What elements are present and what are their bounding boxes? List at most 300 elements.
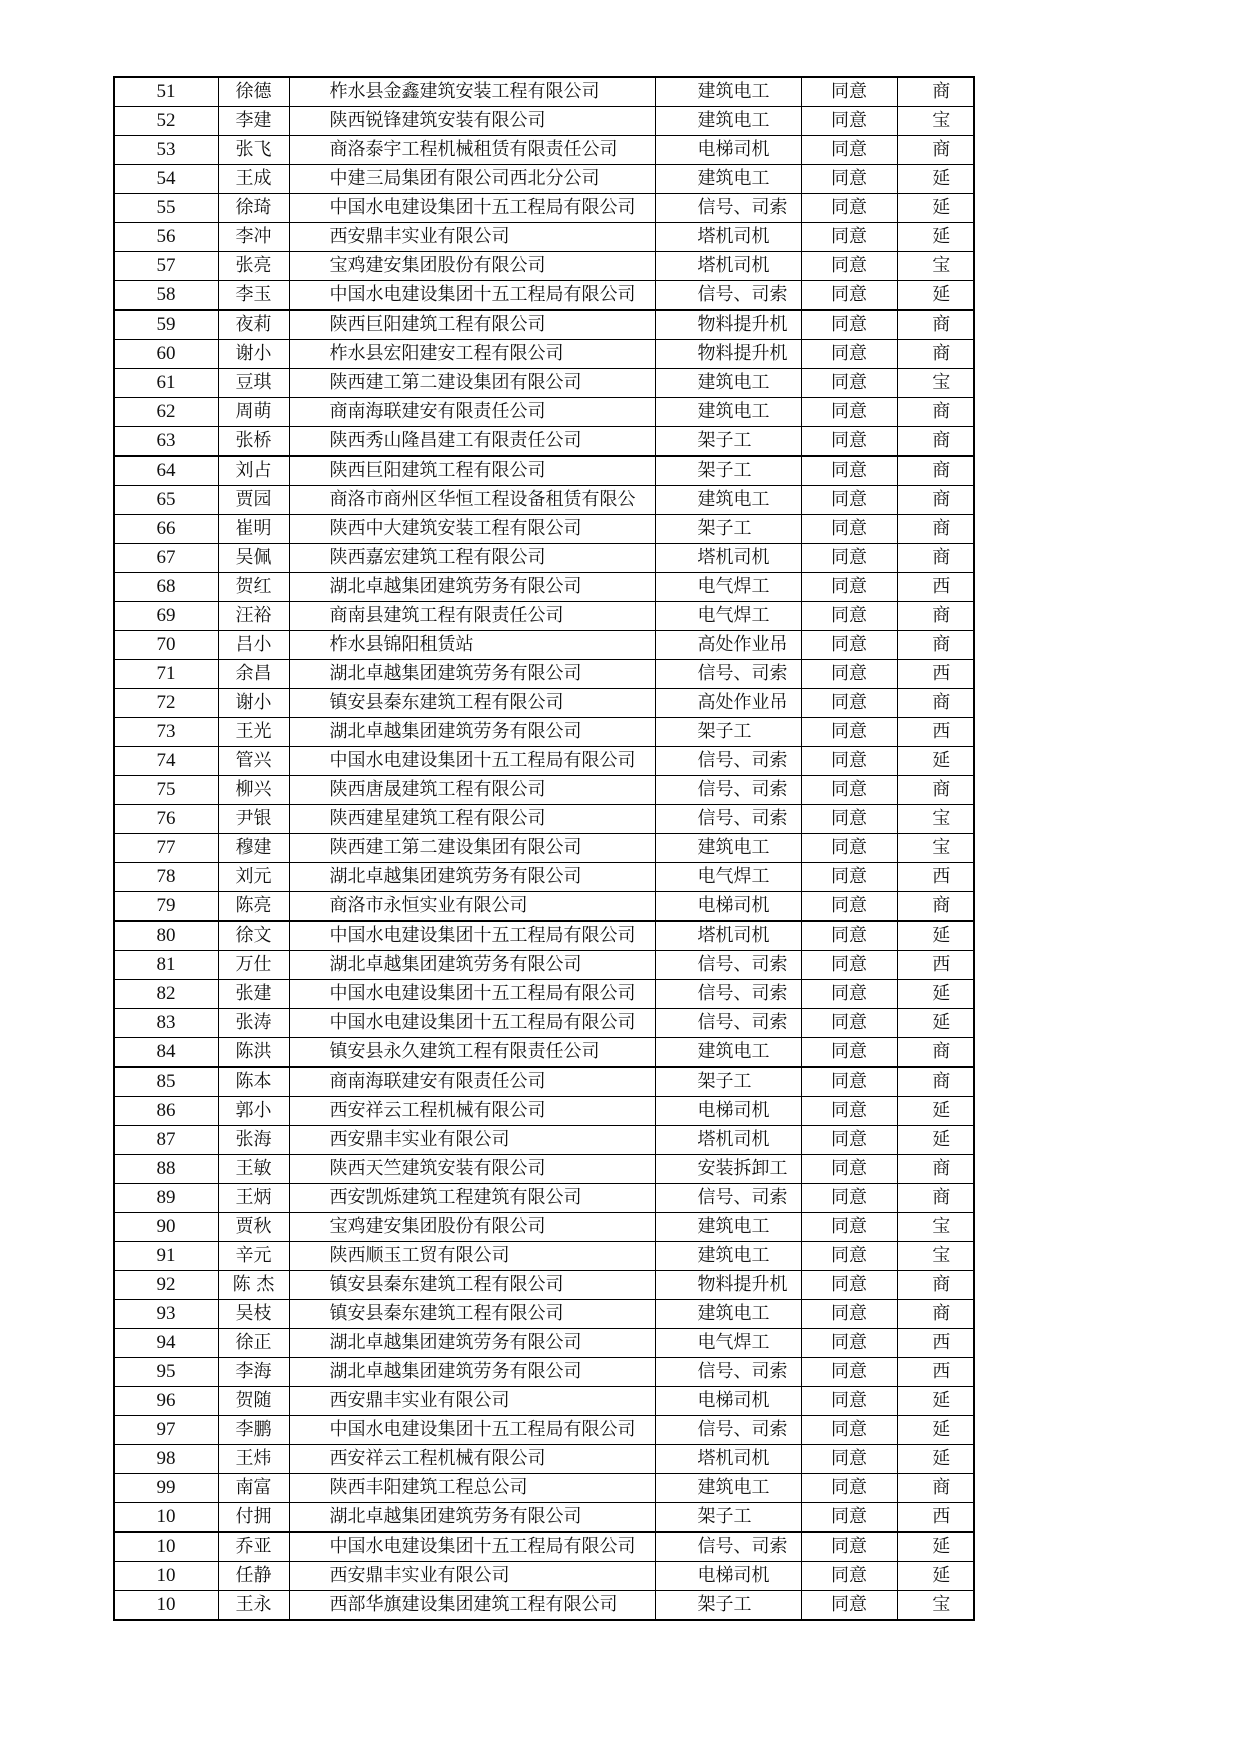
cell-company: 陕西中大建筑安装工程有限公司 <box>289 515 655 544</box>
cell-name: 刘元 <box>218 863 289 892</box>
cell-no: 61 <box>114 369 218 398</box>
cell-name: 吴佩 <box>218 544 289 573</box>
cell-job: 建筑电工 <box>655 1474 801 1503</box>
cell-status: 同意 <box>801 310 897 340</box>
cell-region: 商 <box>897 776 974 805</box>
cell-region: 商 <box>897 631 974 660</box>
cell-status: 同意 <box>801 223 897 252</box>
cell-status: 同意 <box>801 921 897 951</box>
cell-region: 商 <box>897 398 974 427</box>
table-row <box>114 1474 974 1503</box>
cell-status: 同意 <box>801 1038 897 1068</box>
cell-region: 延 <box>897 194 974 223</box>
cell-region: 商 <box>897 602 974 631</box>
table-row <box>114 1242 974 1271</box>
cell-status: 同意 <box>801 1009 897 1038</box>
cell-no: 69 <box>114 602 218 631</box>
cell-job: 塔机司机 <box>655 1445 801 1474</box>
cell-name: 张飞 <box>218 136 289 165</box>
cell-no: 96 <box>114 1387 218 1416</box>
cell-no: 77 <box>114 834 218 863</box>
cell-region: 商 <box>897 1155 974 1184</box>
cell-job: 电气焊工 <box>655 602 801 631</box>
cell-job: 物料提升机 <box>655 310 801 340</box>
cell-no: 56 <box>114 223 218 252</box>
cell-name: 柳兴 <box>218 776 289 805</box>
cell-no: 65 <box>114 486 218 515</box>
cell-no: 84 <box>114 1038 218 1068</box>
cell-name: 任静 <box>218 1562 289 1591</box>
cell-region: 西 <box>897 1329 974 1358</box>
table-row <box>114 1503 974 1533</box>
cell-region: 西 <box>897 660 974 689</box>
cell-name: 穆建 <box>218 834 289 863</box>
cell-status: 同意 <box>801 281 897 311</box>
cell-region: 延 <box>897 165 974 194</box>
table-row <box>114 718 974 747</box>
cell-region: 延 <box>897 1097 974 1126</box>
cell-job: 架子工 <box>655 1591 801 1621</box>
cell-no: 85 <box>114 1067 218 1097</box>
cell-status: 同意 <box>801 398 897 427</box>
cell-status: 同意 <box>801 747 897 776</box>
cell-name: 王成 <box>218 165 289 194</box>
cell-status: 同意 <box>801 1474 897 1503</box>
cell-company: 陕西天竺建筑安装有限公司 <box>289 1155 655 1184</box>
cell-company: 商南海联建安有限责任公司 <box>289 1067 655 1097</box>
cell-status: 同意 <box>801 515 897 544</box>
cell-region: 延 <box>897 1126 974 1155</box>
table-row <box>114 1387 974 1416</box>
cell-company: 柞水县锦阳租赁站 <box>289 631 655 660</box>
cell-name: 李鹏 <box>218 1416 289 1445</box>
cell-company: 陕西嘉宏建筑工程有限公司 <box>289 544 655 573</box>
cell-company: 柞水县宏阳建安工程有限公司 <box>289 340 655 369</box>
cell-status: 同意 <box>801 660 897 689</box>
table-row <box>114 689 974 718</box>
cell-region: 延 <box>897 1416 974 1445</box>
cell-name: 万仕 <box>218 951 289 980</box>
cell-job: 信号、司索 <box>655 776 801 805</box>
cell-name: 王炳 <box>218 1184 289 1213</box>
cell-status: 同意 <box>801 136 897 165</box>
cell-name: 谢小 <box>218 340 289 369</box>
cell-job: 建筑电工 <box>655 369 801 398</box>
cell-no: 81 <box>114 951 218 980</box>
table-row <box>114 310 974 340</box>
table-row <box>114 1562 974 1591</box>
cell-status: 同意 <box>801 1126 897 1155</box>
cell-region: 西 <box>897 718 974 747</box>
personnel-table <box>113 76 975 1621</box>
cell-name: 陈亮 <box>218 892 289 922</box>
cell-company: 镇安县秦东建筑工程有限公司 <box>289 1271 655 1300</box>
cell-company: 镇安县秦东建筑工程有限公司 <box>289 1300 655 1329</box>
cell-region: 延 <box>897 1562 974 1591</box>
cell-name: 王永 <box>218 1591 289 1621</box>
table-row <box>114 544 974 573</box>
cell-region: 商 <box>897 689 974 718</box>
cell-no: 82 <box>114 980 218 1009</box>
cell-job: 物料提升机 <box>655 1271 801 1300</box>
table-row <box>114 980 974 1009</box>
cell-region: 商 <box>897 427 974 457</box>
cell-status: 同意 <box>801 1067 897 1097</box>
cell-name: 徐正 <box>218 1329 289 1358</box>
table-row <box>114 1358 974 1387</box>
cell-job: 塔机司机 <box>655 544 801 573</box>
cell-name: 尹银 <box>218 805 289 834</box>
cell-no: 89 <box>114 1184 218 1213</box>
cell-job: 架子工 <box>655 515 801 544</box>
cell-job: 信号、司索 <box>655 951 801 980</box>
cell-region: 宝 <box>897 1213 974 1242</box>
table-row <box>114 602 974 631</box>
cell-status: 同意 <box>801 1213 897 1242</box>
table-row <box>114 1067 974 1097</box>
cell-region: 宝 <box>897 107 974 136</box>
cell-name: 徐德 <box>218 77 289 107</box>
cell-name: 夜莉 <box>218 310 289 340</box>
cell-company: 西安祥云工程机械有限公司 <box>289 1097 655 1126</box>
cell-name: 贾秋 <box>218 1213 289 1242</box>
table-row <box>114 921 974 951</box>
cell-company: 陕西巨阳建筑工程有限公司 <box>289 456 655 486</box>
cell-job: 电梯司机 <box>655 136 801 165</box>
cell-no: 53 <box>114 136 218 165</box>
cell-status: 同意 <box>801 1097 897 1126</box>
cell-region: 商 <box>897 340 974 369</box>
cell-no: 64 <box>114 456 218 486</box>
cell-job: 信号、司索 <box>655 805 801 834</box>
table-row <box>114 281 974 311</box>
cell-company: 中国水电建设集团十五工程局有限公司 <box>289 1532 655 1562</box>
cell-name: 陈本 <box>218 1067 289 1097</box>
cell-no: 67 <box>114 544 218 573</box>
cell-job: 架子工 <box>655 1067 801 1097</box>
table-row <box>114 1445 974 1474</box>
cell-company: 湖北卓越集团建筑劳务有限公司 <box>289 718 655 747</box>
cell-name: 乔亚 <box>218 1532 289 1562</box>
cell-job: 建筑电工 <box>655 1242 801 1271</box>
table-row <box>114 1213 974 1242</box>
cell-name: 汪裕 <box>218 602 289 631</box>
cell-job: 信号、司索 <box>655 1009 801 1038</box>
cell-name: 管兴 <box>218 747 289 776</box>
cell-company: 陕西丰阳建筑工程总公司 <box>289 1474 655 1503</box>
cell-job: 塔机司机 <box>655 921 801 951</box>
cell-status: 同意 <box>801 194 897 223</box>
cell-company: 商南县建筑工程有限责任公司 <box>289 602 655 631</box>
cell-status: 同意 <box>801 1562 897 1591</box>
cell-status: 同意 <box>801 427 897 457</box>
cell-job: 信号、司索 <box>655 980 801 1009</box>
cell-job: 建筑电工 <box>655 834 801 863</box>
cell-no: 87 <box>114 1126 218 1155</box>
cell-status: 同意 <box>801 573 897 602</box>
cell-job: 信号、司索 <box>655 1184 801 1213</box>
cell-region: 宝 <box>897 252 974 281</box>
cell-status: 同意 <box>801 369 897 398</box>
cell-company: 湖北卓越集团建筑劳务有限公司 <box>289 573 655 602</box>
cell-name: 贺随 <box>218 1387 289 1416</box>
cell-region: 商 <box>897 136 974 165</box>
cell-region: 商 <box>897 544 974 573</box>
cell-name: 周萌 <box>218 398 289 427</box>
cell-company: 西安凯烁建筑工程建筑有限公司 <box>289 1184 655 1213</box>
cell-job: 信号、司索 <box>655 1358 801 1387</box>
table-row <box>114 1097 974 1126</box>
table-row <box>114 398 974 427</box>
cell-job: 信号、司索 <box>655 1532 801 1562</box>
cell-status: 同意 <box>801 544 897 573</box>
cell-company: 中国水电建设集团十五工程局有限公司 <box>289 747 655 776</box>
table-row <box>114 427 974 457</box>
cell-status: 同意 <box>801 165 897 194</box>
cell-region: 西 <box>897 1503 974 1533</box>
cell-no: 97 <box>114 1416 218 1445</box>
table-row <box>114 369 974 398</box>
cell-job: 塔机司机 <box>655 252 801 281</box>
cell-job: 塔机司机 <box>655 1126 801 1155</box>
table-row <box>114 136 974 165</box>
cell-company: 中国水电建设集团十五工程局有限公司 <box>289 1416 655 1445</box>
cell-region: 延 <box>897 921 974 951</box>
cell-job: 建筑电工 <box>655 1038 801 1068</box>
table-row <box>114 1271 974 1300</box>
cell-name: 付拥 <box>218 1503 289 1533</box>
cell-job: 电梯司机 <box>655 1387 801 1416</box>
cell-region: 延 <box>897 980 974 1009</box>
cell-name: 李冲 <box>218 223 289 252</box>
cell-region: 延 <box>897 747 974 776</box>
cell-company: 陕西秀山隆昌建工有限责任公司 <box>289 427 655 457</box>
cell-job: 架子工 <box>655 718 801 747</box>
cell-job: 信号、司索 <box>655 660 801 689</box>
cell-job: 电气焊工 <box>655 1329 801 1358</box>
cell-job: 架子工 <box>655 456 801 486</box>
table-row <box>114 776 974 805</box>
cell-company: 西部华旗建设集团建筑工程有限公司 <box>289 1591 655 1621</box>
table-row <box>114 252 974 281</box>
cell-no: 66 <box>114 515 218 544</box>
cell-name: 张建 <box>218 980 289 1009</box>
table-row <box>114 1126 974 1155</box>
cell-name: 张桥 <box>218 427 289 457</box>
cell-company: 西安祥云工程机械有限公司 <box>289 1445 655 1474</box>
cell-no: 75 <box>114 776 218 805</box>
cell-name: 崔明 <box>218 515 289 544</box>
cell-region: 延 <box>897 223 974 252</box>
cell-company: 商南海联建安有限责任公司 <box>289 398 655 427</box>
cell-company: 湖北卓越集团建筑劳务有限公司 <box>289 1329 655 1358</box>
table-row <box>114 747 974 776</box>
cell-no: 73 <box>114 718 218 747</box>
table-row <box>114 573 974 602</box>
cell-status: 同意 <box>801 834 897 863</box>
cell-region: 商 <box>897 456 974 486</box>
table-row <box>114 1416 974 1445</box>
cell-job: 建筑电工 <box>655 398 801 427</box>
table-row <box>114 1300 974 1329</box>
cell-company: 陕西建工第二建设集团有限公司 <box>289 369 655 398</box>
cell-company: 西安鼎丰实业有限公司 <box>289 1387 655 1416</box>
cell-no: 70 <box>114 631 218 660</box>
cell-job: 建筑电工 <box>655 77 801 107</box>
cell-region: 西 <box>897 1358 974 1387</box>
cell-name: 徐文 <box>218 921 289 951</box>
cell-job: 架子工 <box>655 427 801 457</box>
cell-job: 安装拆卸工 <box>655 1155 801 1184</box>
cell-name: 张亮 <box>218 252 289 281</box>
table-row <box>114 631 974 660</box>
cell-no: 98 <box>114 1445 218 1474</box>
cell-no: 83 <box>114 1009 218 1038</box>
cell-region: 商 <box>897 77 974 107</box>
cell-region: 商 <box>897 310 974 340</box>
cell-name: 吕小 <box>218 631 289 660</box>
cell-region: 宝 <box>897 1242 974 1271</box>
cell-status: 同意 <box>801 718 897 747</box>
cell-no: 94 <box>114 1329 218 1358</box>
cell-status: 同意 <box>801 252 897 281</box>
cell-company: 陕西建星建筑工程有限公司 <box>289 805 655 834</box>
cell-status: 同意 <box>801 1184 897 1213</box>
cell-no: 79 <box>114 892 218 922</box>
cell-job: 电梯司机 <box>655 1562 801 1591</box>
cell-job: 电气焊工 <box>655 863 801 892</box>
table-row <box>114 834 974 863</box>
cell-status: 同意 <box>801 776 897 805</box>
cell-region: 商 <box>897 1300 974 1329</box>
cell-company: 西安鼎丰实业有限公司 <box>289 1562 655 1591</box>
cell-status: 同意 <box>801 951 897 980</box>
cell-status: 同意 <box>801 631 897 660</box>
table-row <box>114 340 974 369</box>
cell-status: 同意 <box>801 1591 897 1621</box>
cell-company: 陕西巨阳建筑工程有限公司 <box>289 310 655 340</box>
cell-company: 镇安县永久建筑工程有限责任公司 <box>289 1038 655 1068</box>
cell-name: 豆琪 <box>218 369 289 398</box>
cell-name: 贾园 <box>218 486 289 515</box>
cell-name: 王敏 <box>218 1155 289 1184</box>
cell-job: 架子工 <box>655 1503 801 1533</box>
cell-region: 西 <box>897 863 974 892</box>
cell-region: 商 <box>897 1067 974 1097</box>
cell-job: 物料提升机 <box>655 340 801 369</box>
cell-no: 99 <box>114 1474 218 1503</box>
table-row <box>114 165 974 194</box>
cell-region: 宝 <box>897 1591 974 1621</box>
cell-no: 86 <box>114 1097 218 1126</box>
cell-name: 张海 <box>218 1126 289 1155</box>
cell-company: 西安鼎丰实业有限公司 <box>289 1126 655 1155</box>
cell-region: 商 <box>897 1184 974 1213</box>
cell-no: 10 <box>114 1503 218 1533</box>
cell-no: 58 <box>114 281 218 311</box>
cell-no: 57 <box>114 252 218 281</box>
cell-no: 10 <box>114 1591 218 1621</box>
cell-company: 湖北卓越集团建筑劳务有限公司 <box>289 660 655 689</box>
cell-no: 80 <box>114 921 218 951</box>
cell-company: 中国水电建设集团十五工程局有限公司 <box>289 1009 655 1038</box>
cell-status: 同意 <box>801 1416 897 1445</box>
cell-no: 59 <box>114 310 218 340</box>
cell-status: 同意 <box>801 805 897 834</box>
cell-name: 李建 <box>218 107 289 136</box>
cell-no: 63 <box>114 427 218 457</box>
cell-region: 商 <box>897 1038 974 1068</box>
cell-company: 中建三局集团有限公司西北分公司 <box>289 165 655 194</box>
cell-no: 90 <box>114 1213 218 1242</box>
cell-status: 同意 <box>801 689 897 718</box>
cell-company: 陕西顺玉工贸有限公司 <box>289 1242 655 1271</box>
cell-company: 镇安县秦东建筑工程有限公司 <box>289 689 655 718</box>
table-row <box>114 1155 974 1184</box>
cell-region: 商 <box>897 486 974 515</box>
cell-region: 西 <box>897 573 974 602</box>
table-row <box>114 456 974 486</box>
table-row <box>114 223 974 252</box>
cell-region: 宝 <box>897 369 974 398</box>
cell-name: 李海 <box>218 1358 289 1387</box>
cell-job: 建筑电工 <box>655 486 801 515</box>
cell-company: 陕西建工第二建设集团有限公司 <box>289 834 655 863</box>
cell-no: 93 <box>114 1300 218 1329</box>
cell-region: 宝 <box>897 805 974 834</box>
cell-no: 10 <box>114 1562 218 1591</box>
table-body <box>114 77 974 1620</box>
cell-no: 78 <box>114 863 218 892</box>
cell-no: 60 <box>114 340 218 369</box>
cell-status: 同意 <box>801 863 897 892</box>
cell-job: 建筑电工 <box>655 165 801 194</box>
cell-job: 信号、司索 <box>655 281 801 311</box>
cell-company: 湖北卓越集团建筑劳务有限公司 <box>289 1503 655 1533</box>
cell-name: 陈 杰 <box>218 1271 289 1300</box>
cell-no: 55 <box>114 194 218 223</box>
table-row <box>114 805 974 834</box>
cell-company: 柞水县金鑫建筑安装工程有限公司 <box>289 77 655 107</box>
cell-no: 68 <box>114 573 218 602</box>
table-row <box>114 892 974 922</box>
cell-company: 商洛泰宇工程机械租赁有限责任公司 <box>289 136 655 165</box>
cell-no: 51 <box>114 77 218 107</box>
cell-status: 同意 <box>801 1155 897 1184</box>
cell-job: 电梯司机 <box>655 892 801 922</box>
table-row <box>114 77 974 107</box>
table-row <box>114 660 974 689</box>
cell-status: 同意 <box>801 340 897 369</box>
cell-job: 建筑电工 <box>655 107 801 136</box>
table-row <box>114 1184 974 1213</box>
cell-job: 信号、司索 <box>655 747 801 776</box>
cell-no: 91 <box>114 1242 218 1271</box>
cell-job: 高处作业吊 <box>655 689 801 718</box>
cell-company: 西安鼎丰实业有限公司 <box>289 223 655 252</box>
cell-region: 商 <box>897 892 974 922</box>
cell-region: 延 <box>897 1532 974 1562</box>
cell-status: 同意 <box>801 1242 897 1271</box>
table-row <box>114 515 974 544</box>
cell-status: 同意 <box>801 1445 897 1474</box>
cell-no: 88 <box>114 1155 218 1184</box>
cell-region: 宝 <box>897 834 974 863</box>
cell-job: 建筑电工 <box>655 1300 801 1329</box>
table-row <box>114 1009 974 1038</box>
cell-name: 刘占 <box>218 456 289 486</box>
cell-company: 中国水电建设集团十五工程局有限公司 <box>289 281 655 311</box>
